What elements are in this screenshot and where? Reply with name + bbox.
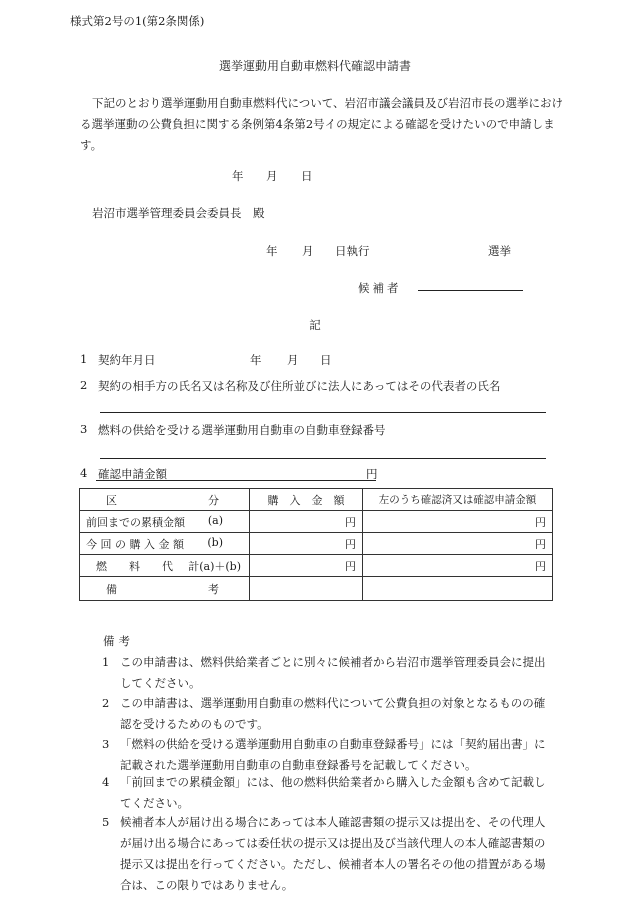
row-label-sub: 計(a)＋(b) (188, 559, 241, 573)
confirmed-amount-cell[interactable]: 円 (363, 555, 553, 577)
row-label (80, 555, 250, 577)
row-label-main: 燃 料 代 (96, 559, 173, 573)
table-row (80, 511, 553, 533)
election-month: 月 (302, 244, 314, 258)
table-row (80, 533, 553, 555)
remarks-label-b: 考 (208, 582, 219, 596)
row-label (80, 511, 250, 533)
note-item (102, 812, 552, 896)
note-text: 「前回までの累積金額」には、他の燃料供給業者から購入した金額も含めて記載してください。 (120, 775, 546, 810)
header-confirmed: 左のうち確認済又は確認申請金額 (363, 489, 553, 511)
row-label (80, 533, 250, 555)
candidate-label: 候補者 (358, 281, 402, 295)
amount-table (79, 488, 553, 601)
item-label: 契約の相手方の氏名又は名称及び住所並びに法人にあってはその代表者の氏名 (98, 379, 501, 393)
purchase-amount-cell[interactable]: 円 (250, 533, 363, 555)
intro-paragraph: 下記のとおり選挙運動用自動車燃料代について、岩沼市議会議員及び岩沼市長の選挙における選挙運動の公費負担に関する条例第4条第2号イの規定による確認を受けたいので申請します。 (80, 96, 564, 152)
confirmed-amount-cell[interactable]: 円 (363, 511, 553, 533)
item-label: 燃料の供給を受ける選挙運動用自動車の自動車登録番号 (98, 423, 386, 437)
addressee: 岩沼市選挙管理委員会委員長 殿 (92, 206, 265, 220)
note-text: この申請書は、選挙運動用自動車の燃料代について公費負担の対象となるものの確認を受けるためのものです。 (120, 696, 546, 731)
note-text: この申請書は、燃料供給業者ごとに別々に候補者から岩沼市選挙管理委員会に提出してください。 (120, 655, 546, 690)
note-number: 2 (102, 696, 110, 710)
row-label-sub: (a) (207, 513, 223, 527)
election-year: 年 (266, 244, 278, 258)
note-number: 5 (102, 815, 110, 829)
date-day: 日 (301, 169, 313, 183)
candidate-name-field[interactable] (418, 290, 523, 291)
ki-heading: 記 (309, 318, 321, 332)
note-text: 候補者本人が届け出る場合にあっては本人確認書類の提示又は提出を、その代理人が届け出る場合にあっては委任状の提示又は提出及び当該代理人の本人確認書類の提示又は提出を行ってください。ただし、候補者本人の署名その他の措置がある場合は、この限りではありません。 (120, 815, 546, 892)
registration-number-field[interactable] (100, 458, 546, 459)
purchase-amount-cell[interactable]: 円 (250, 555, 363, 577)
note-number: 4 (102, 775, 110, 789)
note-item (102, 693, 552, 735)
purchase-amount-cell[interactable]: 円 (250, 511, 363, 533)
date-year: 年 (232, 169, 244, 183)
notes-title: 備考 (103, 634, 134, 648)
note-item (102, 652, 552, 694)
requested-amount-field[interactable] (96, 480, 376, 481)
item-number: 1 (80, 352, 88, 366)
item-number: 3 (80, 422, 88, 436)
item-number: 4 (80, 466, 88, 480)
election-day-executed: 日執行 (335, 244, 370, 258)
document-title: 選挙運動用自動車燃料代確認申請書 (218, 59, 411, 73)
item-label: 確認申請金額 (98, 467, 167, 481)
header-category (80, 489, 250, 511)
table-row-remarks (80, 577, 553, 601)
remarks-cell[interactable] (363, 577, 553, 601)
note-number: 1 (102, 655, 110, 669)
header-category-b: 分 (208, 493, 219, 507)
form-number: 様式第2号の1(第2条関係) (70, 14, 205, 28)
item-year: 年 (250, 353, 262, 367)
note-item (102, 772, 552, 814)
item-unit: 円 (366, 467, 378, 481)
note-item (102, 734, 552, 776)
remarks-label (80, 577, 250, 601)
contract-party-field[interactable] (100, 412, 546, 413)
remarks-cell[interactable] (250, 577, 363, 601)
remarks-label-a: 備 (106, 582, 117, 596)
note-text: 「燃料の供給を受ける選挙運動用自動車の自動車登録番号」には「契約届出書」に記載された選挙運動用自動車の自動車登録番号を記載してください。 (120, 737, 546, 772)
table-header-row (80, 489, 553, 511)
date-month: 月 (266, 169, 278, 183)
header-category-a: 区 (106, 493, 117, 507)
item-number: 2 (80, 378, 88, 392)
row-label-main: 前回までの累積金額 (86, 515, 185, 529)
confirmed-amount-cell[interactable]: 円 (363, 533, 553, 555)
row-label-main: 今 回 の 購 入 金 額 (86, 537, 184, 551)
item-label: 契約年月日 (98, 353, 156, 367)
row-label-sub: (b) (207, 535, 223, 549)
note-number: 3 (102, 737, 110, 751)
item-month: 月 (287, 353, 299, 367)
header-purchase: 購 入 金 額 (250, 489, 363, 511)
election-label: 選挙 (488, 244, 511, 258)
item-day: 日 (320, 353, 332, 367)
table-row (80, 555, 553, 577)
